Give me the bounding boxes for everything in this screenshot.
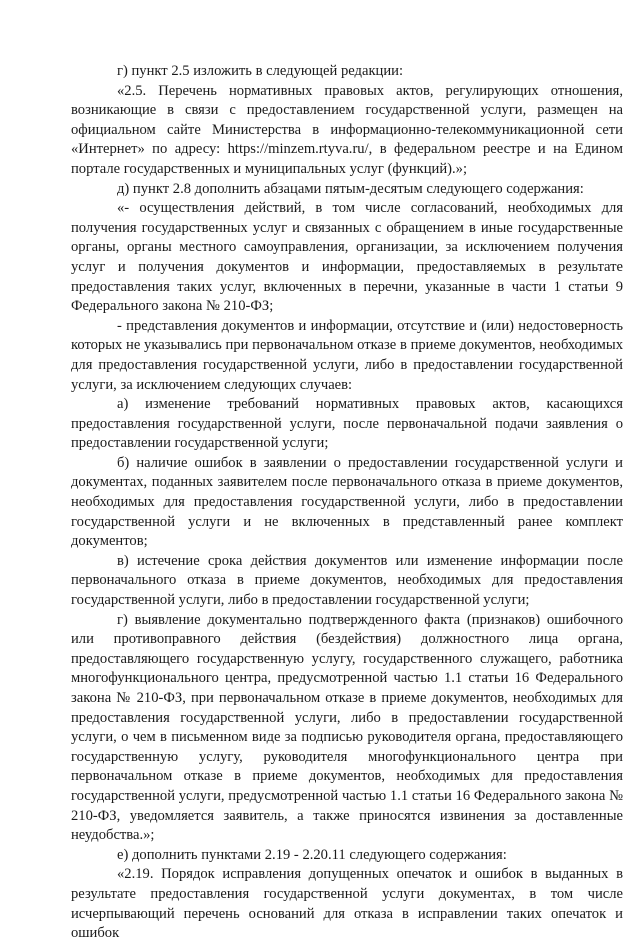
paragraph-case-g: г) выявление документально подтвержденного факта (признаков) ошибочного или противоправного действия (бездействия) должностного лица органа, предоставляющего государственную услугу, государственного служащего, работника многофункционального центра, предусмотренной частью 1.1 статьи 16 Федерального закона № 210-ФЗ, при первоначальном отказе в приеме документов, необходимых для предоставления государственной услуги, либо в предоставлении государственной услуги, о чем в письменном виде за подписью руководителя органа, предоставляющего государственную услугу, руководителя многофункционального центра при первоначальном отказе в приеме документов, необходимых для предоставления государственной услуги, предусмотренной частью 1.1 статьи 16 Федерального закона № 210-ФЗ, уведомляется заявитель, а также приносятся извинения за доставленные неудобства.»; <box>71 611 623 844</box>
paragraph-2-19-text: «2.19. Порядок исправления допущенных опечаток и ошибок в выданных в результате предоставления государственной услуги документах, в том числе исчерпывающий перечень оснований для отказа в исправлении таких опечаток и ошибок <box>71 866 623 942</box>
paragraph-2-5-text: «2.5. Перечень нормативных правовых актов, регулирующих отношения, возникающие в связи с предоставлением государственной услуги, размещен на официальном сайте Министерства в информационно-телекоммуникационной сети «Интернет» по адресу: https://minzem.rtyva.ru/, в федеральном реестре и на Едином портале государственных и муниципальных услуг (функций).»; <box>71 82 623 177</box>
paragraph-case-a: а) изменение требований нормативных правовых актов, касающихся предоставления государственной услуги, после первоначальной подачи заявления о предоставлении государственной услуги; <box>71 396 623 452</box>
paragraph-item-g-header: г) пункт 2.5 изложить в следующей редакции: <box>117 63 404 79</box>
paragraph-item-d-header: д) пункт 2.8 дополнить абзацами пятым-десятым следующего содержания: <box>117 180 584 197</box>
paragraph-bullet-actions: «- осуществления действий, в том числе согласований, необходимых для получения государственных услуг и связанных с обращением в иные государственные органы, органы местного самоуправления, организации, за исключением получения услуг и получения документов и информации, предоставляемых в результате предоставления таких услуг, включенных в перечни, указанные в части 1 статьи 9 Федерального закона № 210-ФЗ; <box>71 200 623 315</box>
paragraph-case-b: б) наличие ошибок в заявлении о предоставлении государственной услуги и документах, поданных заявителем после первоначального отказа в приеме документов, необходимых для предоставления государственной услуги, либо в предоставлении государственной услуги и не включенных в представленный ранее комплект документов; <box>71 454 623 550</box>
paragraph-bullet-documents: - представления документов и информации, отсутствие и (или) недостоверность которых не указывались при первоначальном отказе в приеме документов, необходимых для предоставления государственной услуги, либо в предоставлении государственной услуги, за исключением следующих случаев: <box>71 317 623 393</box>
document-page <box>71 62 623 944</box>
paragraph-item-e-header: е) дополнить пунктами 2.19 - 2.20.11 следующего содержания: <box>117 846 507 863</box>
paragraph-case-v: в) истечение срока действия документов или изменение информации после первоначального отказа в приеме документов, необходимых для предоставления государственной услуги, либо в предоставлении государственной услуги; <box>71 552 623 609</box>
